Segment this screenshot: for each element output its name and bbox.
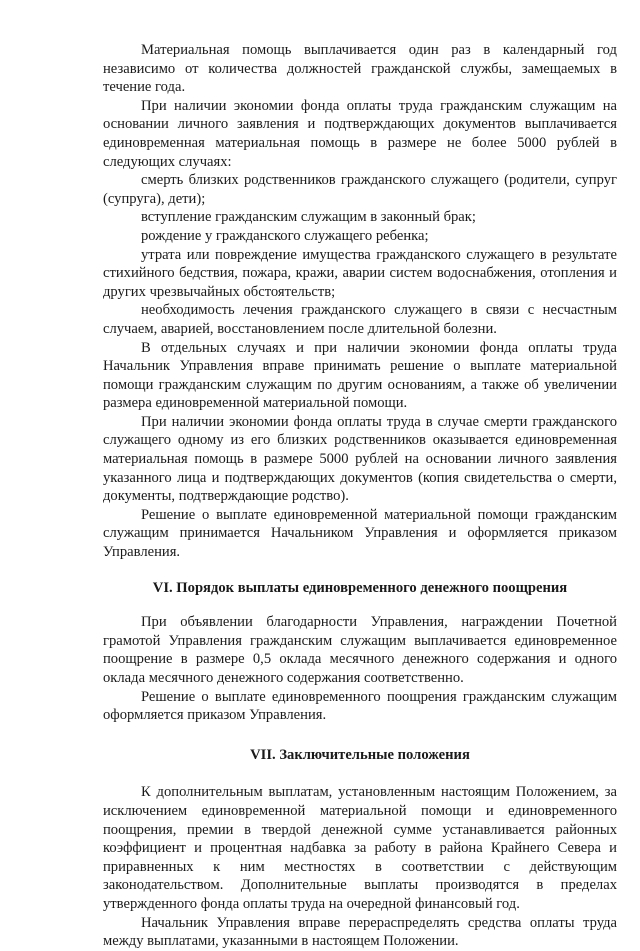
paragraph: К дополнительным выплатам, установленным настоящим Положением, за исключением единовременной материальной помощи и единовременного поощрения, премии в твердой денежной сумме устанавливается районных коэффициент и процентная надбавка за работу в района Крайнего Севера и приравненных к ним местностях в соответствии с действующим законодательством. Дополнительные выплаты производятся в пределах утвержденного фонда оплаты труда на очередной финансовый год. [103,784,617,912]
list-item: рождение у гражданского служащего ребенка; [141,227,429,244]
paragraph: При наличии экономии фонда оплаты труда в случае смерти гражданского служащего одному из его близких родственников оказывается единовременная материальная помощь в размере 5000 рублей на основании личного заявления указанного лица и подтверждающих документов (копия свидетельства о смерти, документы, подтверждающие родство). [103,413,617,505]
document-page [103,41,617,951]
paragraph: Материальная помощь выплачивается один раз в календарный год независимо от количества должностей гражданской службы, замещаемых в течение года. [103,42,617,96]
paragraph: Решение о выплате единовременной материальной помощи гражданским служащим принимается Начальником Управления и оформляется приказом Управления. [103,506,617,561]
list-item: утрата или повреждение имущества гражданского служащего в результате стихийного бедствия, пожара, кражи, аварии систем водоснабжения, отопления и других чрезвычайных обстоятельств; [103,246,617,300]
section-heading: VII. Заключительные положения [250,746,470,763]
section-heading: VI. Порядок выплаты единовременного денежного поощрения [152,579,568,596]
list-item: необходимость лечения гражданского служащего в связи с несчастным случаем, аварией, восстановлением после длительной болезни. [103,302,617,337]
list-item: смерть близких родственников гражданского служащего (родители, супруг (супруга), дети); [103,172,617,207]
paragraph: Решение о выплате единовременного поощрения гражданским служащим оформляется приказом Управления. [103,688,617,724]
paragraph: При объявлении благодарности Управления, награждении Почетной грамотой Управления гражданским служащим выплачивается единовременное поощрение в размере 0,5 оклада месячного денежного содержания и одного оклада месячного денежного содержания соответственно. [103,614,617,686]
paragraph: Начальник Управления вправе перераспределять средства оплаты труда между выплатами, указанными в настоящем Положении. [103,914,617,950]
paragraph: При наличии экономии фонда оплаты труда гражданским служащим на основании личного заявления и подтверждающих документов выплачивается единовременная материальная помощь в размере не более 5000 рублей в следующих случаях: [103,97,617,170]
paragraph: В отдельных случаях и при наличии экономии фонда оплаты труда Начальник Управления вправе принимать решение о выплате материальной помощи гражданским служащим по другим основаниям, а также об увеличении размера единовременной материальной помощи. [103,339,617,412]
list-item: вступление гражданским служащим в законный брак; [141,209,476,226]
